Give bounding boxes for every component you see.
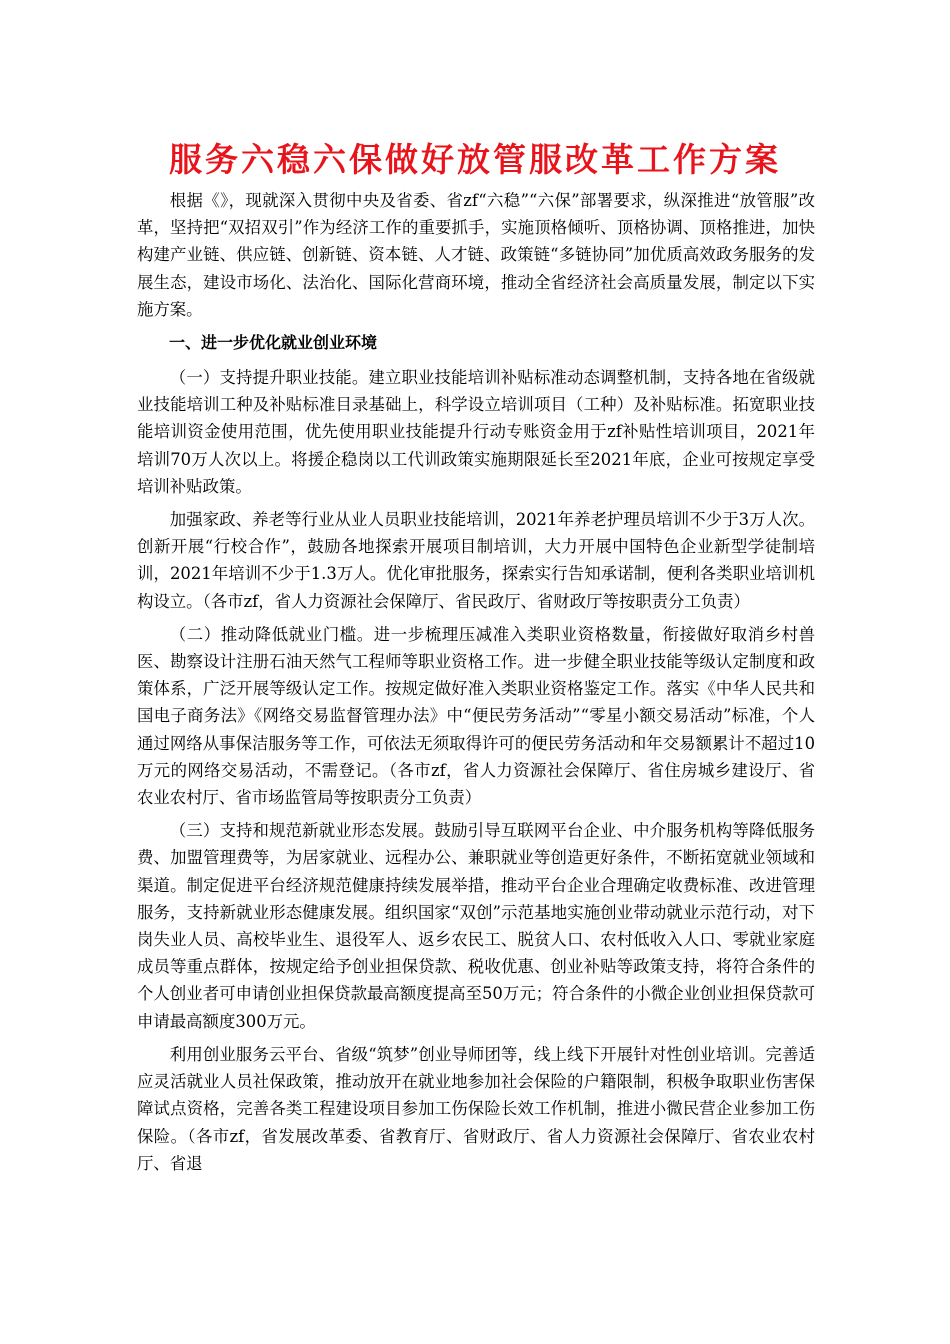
section-heading: 一、进一步优化就业创业环境 xyxy=(169,333,378,353)
intro-paragraph: 根据《》，现就深入贯彻中央及省委、省zf“六稳”“六保”部署要求，纵深推进“放管服”改革，坚持把“双招双引”作为经济工作的重要抓手，实施顶格倾听、顶格协调、顶格推进，加快构建产业链、供应链、创新链、资本链、人才链、政策链“多链协同”加优质高效政务服务的发展生态，建设市场化、法治化、国际化营商环境，推动全省经济社会高质量发展，制定以下实施方案。 xyxy=(137,191,815,319)
body-paragraph: 加强家政、养老等行业从业人员职业技能培训，2021年养老护理员培训不少于3万人次。创新开展“行校合作”，鼓励各地探索开展项目制培训，大力开展中国特色企业新型学徒制培训，2021年培训不少于1.3万人。优化审批服务，探索实行告知承诺制，便利各类职业培训机构设立。（各市zf，省人力资源社会保障厅、省民政厅、省财政厅等按职责分工负责） xyxy=(137,510,815,611)
document-title: 服务六稳六保做好放管服改革工作方案 xyxy=(169,140,781,179)
body-paragraph: （三）支持和规范新就业形态发展。鼓励引导互联网平台企业、中介服务机构等降低服务费、加盟管理费等，为居家就业、远程办公、兼职就业等创造更好条件，不断拓宽就业领域和渠道。制定促进平台经济规范健康持续发展举措，推动平台企业合理确定收费标准、改进管理服务，支持新就业形态健康发展。组织国家“双创”示范基地实施创业带动就业示范行动，对下岗失业人员、高校毕业生、退役军人、返乡农民工、脱贫人口、农村低收入人口、零就业家庭成员等重点群体，按规定给予创业担保贷款、税收优惠、创业补贴等政策支持，将符合条件的个人创业者可申请创业担保贷款最高额度提高至50万元；符合条件的小微企业创业担保贷款可申请最高额度300万元。 xyxy=(137,821,815,1031)
body-paragraph: （一）支持提升职业技能。建立职业技能培训补贴标准动态调整机制，支持各地在省级就业技能培训工种及补贴标准目录基础上，科学设立培训项目（工种）及补贴标准。拓宽职业技能培训资金使用范围，优先使用职业技能提升行动专账资金用于zf补贴性培训项目，2021年培训70万人次以上。将援企稳岗以工代训政策实施期限延长至2021年底，企业可按规定享受培训补贴政策。 xyxy=(137,368,815,496)
document-body xyxy=(137,187,815,1183)
body-paragraph: 利用创业服务云平台、省级“筑梦”创业导师团等，线上线下开展针对性创业培训。完善适应灵活就业人员社保政策，推动放开在就业地参加社会保险的户籍限制，积极争取职业伤害保障试点资格，完善各类工程建设项目参加工伤保险长效工作机制，推进小微民营企业参加工伤保险。（各市zf，省发展改革委、省教育厅、省财政厅、省人力资源社会保障厅、省农业农村厅、省退 xyxy=(137,1044,815,1173)
body-paragraph: （二）推动降低就业门槛。进一步梳理压减准入类职业资格数量，衔接做好取消乡村兽医、勘察设计注册石油天然气工程师等职业资格工作。进一步健全职业技能等级认定制度和政策体系，广泛开展等级认定工作。按规定做好准入类职业资格鉴定工作。落实《中华人民共和国电子商务法》《网络交易监督管理办法》中“便民劳务活动”“零星小额交易活动”标准，个人通过网络从事保洁服务等工作，可依法无须取得许可的便民劳务活动和年交易额累计不超过10万元的网络交易活动，不需登记。（各市zf，省人力资源社会保障厅、省住房城乡建设厅、省农业农村厅、省市场监管局等按职责分工负责） xyxy=(137,624,815,808)
